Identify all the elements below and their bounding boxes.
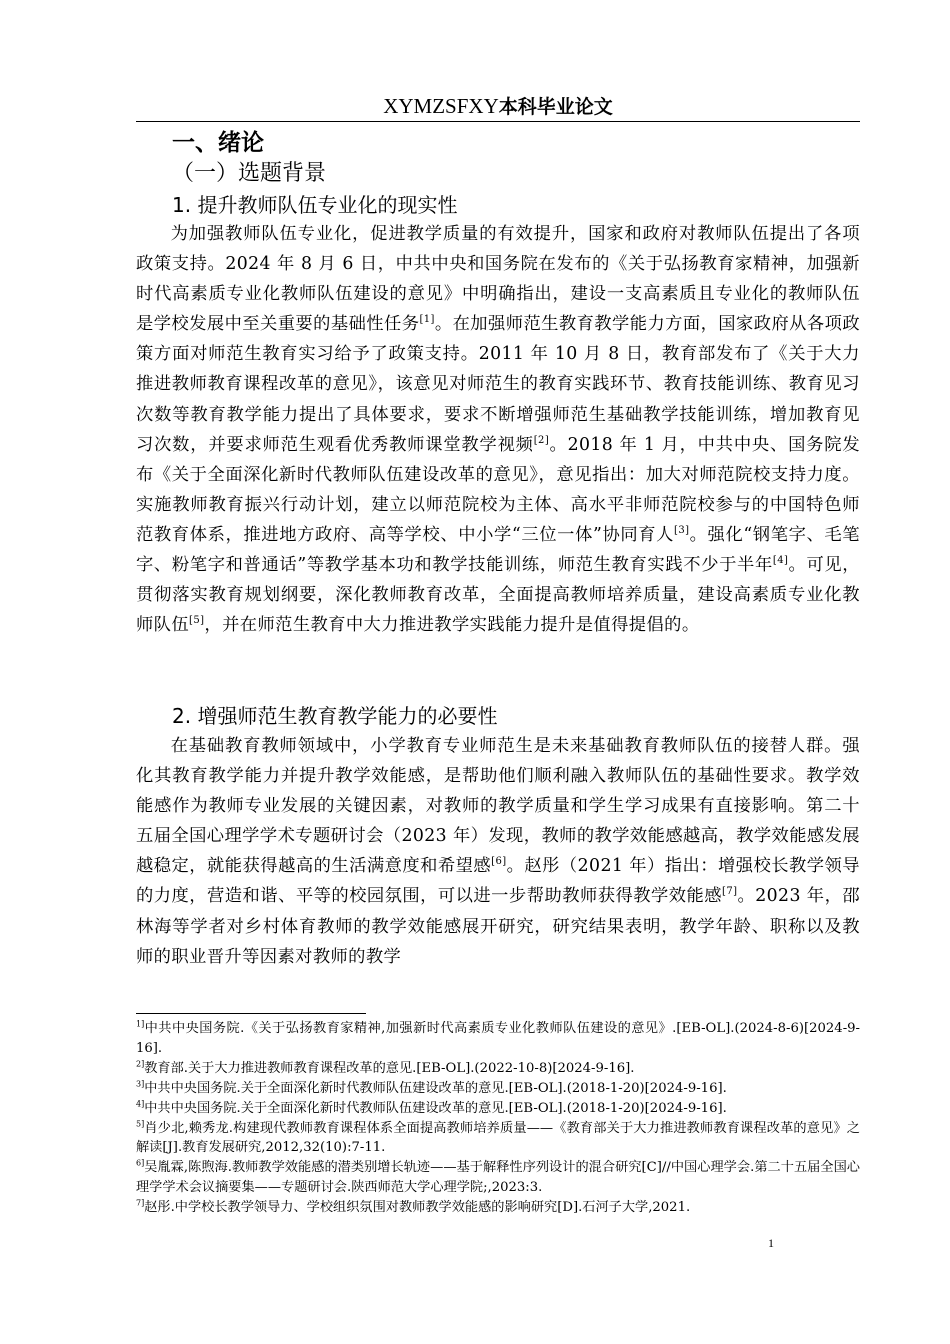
footnote-text: 肖少北,赖秀龙.构建现代教师教育课程体系全面提高教师培养质量——《教育部关于大力推进教师教育课程改革的意见》之解读[J].教育发展研究,2012,32(10):7-11. (136, 1120, 860, 1155)
footnote-mark: 2] (136, 1059, 145, 1069)
header-chinese: 本科毕业论文 (498, 96, 613, 118)
footnote-text: 中共中央国务院.《关于弘扬教育家精神,加强新时代高素质专业化教师队伍建设的意见》.[EB-OL].(2024-8-6)[2024-9-16]. (136, 1021, 860, 1056)
footnote (136, 1079, 860, 1099)
footnote-mark: 5] (136, 1119, 145, 1129)
paragraph-1-text: 。强化“钢笔字、毛笔字、粉笔字和普通话”等教学基本功和教学技能训练，师范生教育实践不少于半年 (136, 524, 860, 576)
footnote (136, 1059, 860, 1079)
citation-5: [5] (189, 615, 205, 627)
paragraph-1-text: 为加强教师队伍专业化，促进教学质量的有效提升，国家和政府对教师队伍提出了各项政策支持。2024 年 8 月 6 日，中共中央和国务院在发布的《关于弘扬教育家精神，加强新时代高素质专业化教师队伍建设的意见》中明确指出，建设一支高素质且专业化的教师队伍是学校发展中至关重要的基础性任务 (136, 224, 860, 335)
header-latin: XYMZSFXY (383, 94, 499, 118)
citation-2: [2] (533, 434, 550, 446)
paragraph-1-text: ，并在师范生教育中大力推进教学实践能力提升是值得提倡的。 (204, 615, 700, 636)
subsection-heading-1: 1. 提升教师队伍专业化的现实性 (172, 193, 458, 217)
footnote (136, 1019, 860, 1058)
footnote (136, 1158, 860, 1197)
footnote (136, 1119, 860, 1158)
footnote-text: 吴胤霖,陈煦海.教师教学效能感的潜类别增长轨迹——基于解释性序列设计的混合研究[C]//中国心理学会.第二十五届全国心理学学术会议摘要集——专题研讨会.陕西师范大学心理学院;,2023:3. (136, 1160, 860, 1195)
footnote-text: 教育部.关于大力推进教师教育课程改革的意见.[EB-OL].(2022-10-8)[2024-9-16]. (144, 1060, 635, 1076)
paragraph-2-text: 。赵彤（2021 年）指出：增强校长教学领导的力度，营造和谐、平等的校园氛围，可以进一步帮助教师获得教学效能感 (136, 856, 860, 907)
footnote (136, 1198, 860, 1218)
header-rule (136, 121, 860, 122)
paragraph-1 (136, 219, 860, 640)
section-heading: （一）选题背景 (172, 161, 327, 186)
footnote-separator (136, 1013, 366, 1014)
footnote-text: 中共中央国务院.关于全面深化新时代教师队伍建设改革的意见.[EB-OL].(2018-1-20)[2024-9-16]. (144, 1100, 727, 1116)
paragraph-1-text: 。可见，贯彻落实教育规划纲要，深化教师教育改革，全面提高教师培养质量，建设高素质专业化教师队伍 (136, 555, 860, 636)
page-number: 1 (768, 1236, 774, 1250)
paragraph-1-text: 。在加强师范生教育教学能力方面，国家政府从各项政策方面对师范生教育实习给予了政策支持。2011 年 10 月 8 日，教育部发布了《关于大力推进教师教育课程改革的意见》，该意见对师范生的教育实践环节、教育技能训练、教育见习次数等教育教学能力提出了具体要求，要求不断增强师范生基础教学技能训练，增加教育见习次数，并要求师范生观看优秀教师课堂教学视频 (136, 314, 860, 455)
citation-1: [1] (419, 314, 435, 326)
paragraph-2-text: 。2023 年，邵林海等学者对乡村体育教师的教学效能感展开研究，研究结果表明，教学年龄、职称以及教师的职业晋升等因素对教师的教学 (136, 886, 861, 967)
citation-6: [6] (491, 856, 507, 868)
paragraph-1-text: 。2018 年 1 月，中共中央、国务院发布《关于全面深化新时代教师队伍建设改革的意见》，意见指出：加大对师范院校支持力度。实施教师教育振兴行动计划，建立以师范院校为主体、高水平非师范院校参与的中国特色师范教育体系，推进地方政府、高等学校、中小学“三位一体”协同育人 (136, 434, 860, 545)
paragraph-2 (136, 731, 860, 972)
citation-7: [7] (722, 886, 738, 898)
footnote-mark: 6] (136, 1158, 145, 1168)
footnote-mark: 7] (136, 1198, 145, 1208)
citation-4: [4] (772, 555, 789, 567)
footnote-text: 中共中央国务院.关于全面深化新时代教师队伍建设改革的意见.[EB-OL].(2018-1-20)[2024-9-16]. (144, 1080, 727, 1096)
citation-3: [3] (674, 525, 690, 537)
footnotes (136, 1019, 860, 1218)
footnote-mark: 3] (136, 1079, 145, 1089)
footnote-text: 赵彤.中学校长教学领导力、学校组织氛围对教师教学效能感的影响研究[D].石河子大学,2021. (144, 1199, 691, 1215)
chapter-heading: 一、绪论 (172, 130, 264, 156)
footnote-mark: 1] (136, 1019, 145, 1029)
paragraph-2-text: 在基础教育教师领域中，小学教育专业师范生是未来基础教育教师队伍的接替人群。强化其教育教学能力并提升教学效能感，是帮助他们顺利融入教师队伍的基础性要求。教学效能感作为教师专业发展的关键因素，对教师的教学质量和学生学习成果有直接影响。第二十五届全国心理学学术专题研讨会（2023 年）发现，教师的教学效能感越高，教学效能感发展越稳定，就能获得越高的生活满意度和希望感 (136, 736, 860, 877)
running-header (136, 93, 860, 120)
footnote (136, 1099, 860, 1119)
footnote-mark: 4] (136, 1099, 145, 1109)
subsection-heading-2: 2. 增强师范生教育教学能力的必要性 (172, 704, 498, 728)
